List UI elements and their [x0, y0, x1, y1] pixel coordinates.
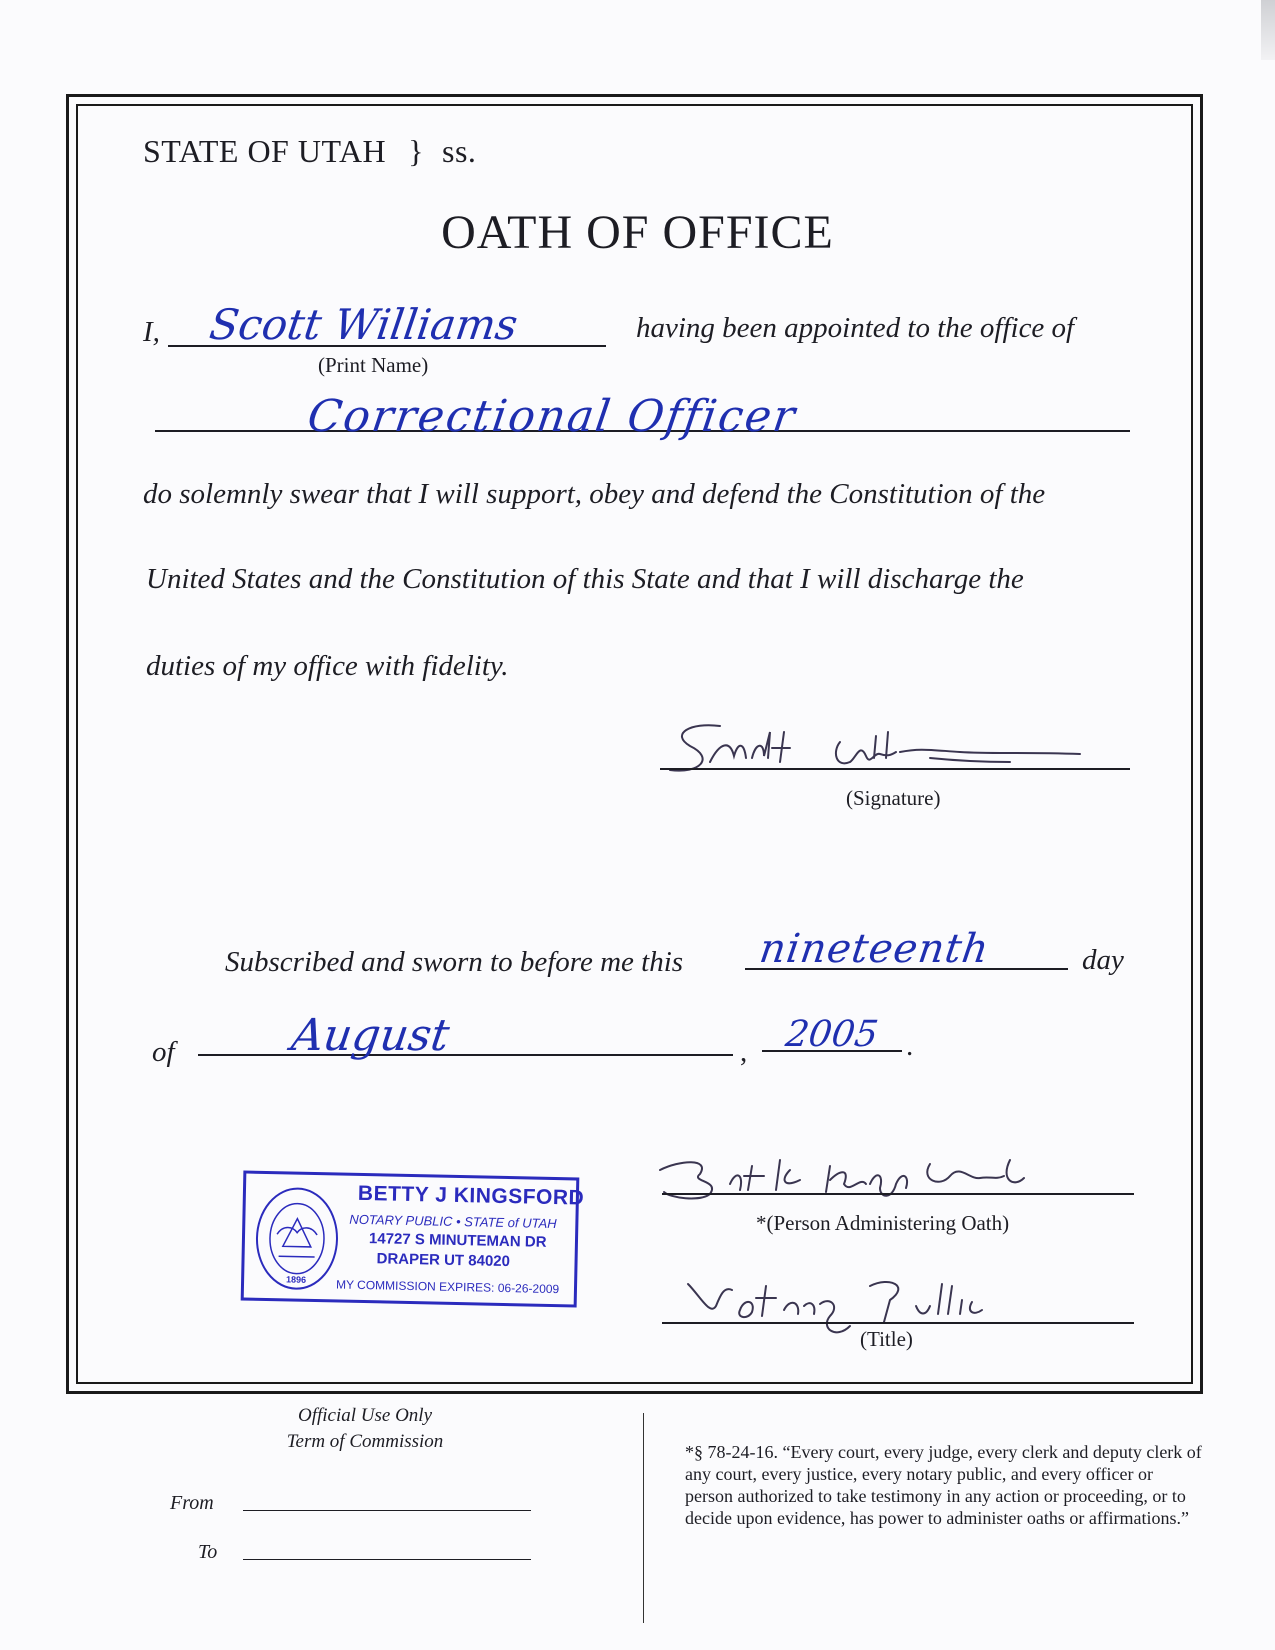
signature-line: [660, 768, 1130, 770]
notary-address: 14727 S MINUTEMAN DR: [368, 1230, 547, 1251]
period: .: [906, 1030, 914, 1062]
footer-divider: [643, 1413, 644, 1623]
subscribed-text: Subscribed and sworn to before me this: [225, 946, 684, 978]
title-label: (Title): [860, 1327, 913, 1351]
comma: ,: [740, 1036, 748, 1068]
signature-label: (Signature): [846, 786, 941, 810]
administering-label: *(Person Administering Oath): [756, 1211, 1010, 1235]
to-line: [243, 1559, 531, 1560]
office-handwritten: Correctional Officer: [304, 391, 800, 442]
day-label: day: [1082, 944, 1124, 976]
name-handwritten: Scott Williams: [206, 300, 521, 349]
day-handwritten: nineteenth: [756, 926, 993, 972]
i-label: I,: [143, 316, 160, 348]
ss-label: ss.: [442, 133, 477, 169]
from-line: [243, 1510, 531, 1511]
great-seal-icon: [252, 1184, 342, 1294]
state-name: STATE OF UTAH: [143, 133, 387, 169]
administering-line: [662, 1193, 1134, 1195]
term-of-commission-label: Term of Commission: [286, 1431, 444, 1452]
signature-betty-kingsford: [640, 1140, 1120, 1210]
statute-footnote: *§ 78-24-16. “Every court, every judge, every clerk and deputy clerk of any court, every justice, every notary public, and every officer or person authorized to take testimony in any action or proceeding, or to decide upon evidence, has power to administer oaths or affirmations.”: [685, 1442, 1202, 1528]
print-name-label: (Print Name): [318, 353, 429, 377]
month-handwritten: August: [288, 1010, 453, 1061]
from-label: From: [170, 1492, 214, 1514]
oath-line-1: do solemnly swear that I will support, obey and defend the Constitution of the: [143, 478, 1046, 510]
brace: }: [408, 133, 425, 169]
state-line: [143, 133, 476, 170]
scan-edge-shadow: [1261, 0, 1275, 60]
notary-title: NOTARY PUBLIC • STATE of UTAH: [349, 1211, 557, 1232]
year-handwritten: 2005: [783, 1014, 881, 1055]
seal-year: 1896: [286, 1274, 307, 1285]
notary-stamp: [241, 1170, 585, 1307]
having-text: having been appointed to the office of: [636, 312, 1075, 344]
signature-scott-williams: [660, 712, 1140, 792]
oath-line-2: United States and the Constitution of this State and that I will discharge the: [146, 563, 1024, 595]
notary-expiration: MY COMMISSION EXPIRES: 06-26-2009: [335, 1277, 560, 1297]
oath-line-3: duties of my office with fidelity.: [146, 650, 509, 682]
title-line: [662, 1322, 1134, 1324]
official-use-label: Official Use Only: [297, 1405, 433, 1426]
document-title: OATH OF OFFICE: [441, 206, 834, 259]
to-label: To: [198, 1541, 218, 1563]
of-label: of: [152, 1036, 175, 1068]
notary-city: DRAPER UT 84020: [376, 1250, 511, 1271]
notary-name: BETTY J KINGSFORD: [357, 1181, 585, 1210]
month-line: [198, 1054, 733, 1056]
